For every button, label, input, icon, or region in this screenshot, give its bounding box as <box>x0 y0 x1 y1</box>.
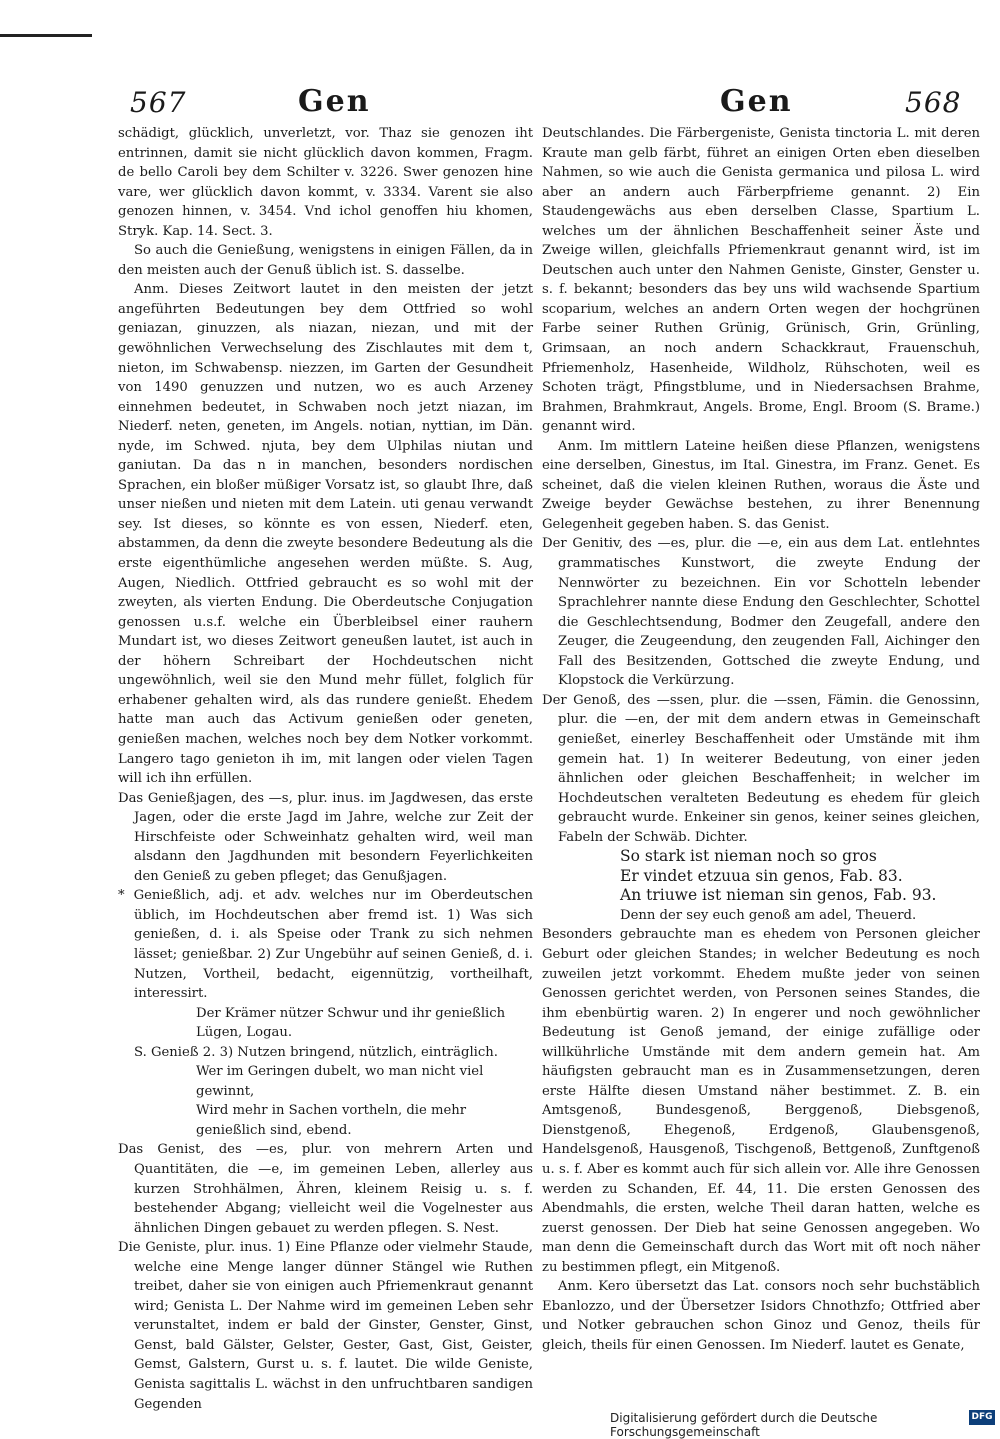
right-running-head: Gen <box>720 84 793 119</box>
entry-genist: Das Genist, des —es, plur. von mehrern Arten und Quantitäten, die —e, im gemeinen Leben, allerley aus kurzen Strohhälmen, Ähren, kleinem Reisig u. s. f. bestehender Abgang; vielleicht weil die Vogelnester aus ähnlichen Dingen gebauet zu werden pflegen. S. Nest. <box>118 1142 533 1236</box>
paragraph-genieiss-2: S. Genieß 2. 3) Nutzen bringend, nützlich, einträglich. <box>134 1044 498 1060</box>
quote-theuerd: Denn der sey euch genoß am adel, Theuerd. <box>620 907 917 923</box>
quote-vindet: Er vindet etzuua sin genos, Fab. 83. <box>620 866 903 885</box>
entry-genitiv: Der Genitiv, des —es, plur. die —e, ein aus dem Lat. entlehntes grammatisches Kunstwort, die zweyte Endung der Nennwörter zu bezeichnen. Ein vor Schotteln lebender Sprachlehrer nannte diese Endung den Geschlechter, Schottel die Geschlechtsendung, Bodmer den Zeugefall, andere den Zeuger, die Zeugeendung, den zeugenden Fall, Aichinger den Fall des Besitzenden, Gottsched die zweyte Endung, und Klopstock die Verkürzung. <box>542 536 980 689</box>
paragraph-continuation: schädigt, glücklich, unverletzt, vor. Thaz sie genozen iht entrinnen, damit sie nicht glücklich davon kommen, Fragm. de bello Caroli bey dem Schilter v. 3226. Swer genozen hine vare, wer glücklich davon kommt, v. 3334. Varent sie also genozen hinnen, v. 3454. Vnd ichol genoffen hiu khomen, Stryk. Kap. 14. Sect. 3. <box>118 126 533 239</box>
left-running-head: Gen <box>298 84 371 119</box>
entry-genoss: Der Genoß, des —ssen, plur. die —ssen, Fämin. die Genossinn, plur. die —en, der mit dem andern etwas in Gemeinschaft genießet, einerley Beschaffenheit oder Umstände mit ihm gemein hat. 1) In weiterer Bedeutung, von einer jeden ähnlichen oder gleichen Beschaffenheit; in welcher im Hochdeutschen veralteten Bedeutung es ehedem für gleich gebraucht wurde. Enkeiner sin genos, keiner seines gleichen, Fabeln der Schwäb. Dichter. <box>542 692 980 845</box>
paragraph-anm-pflanzen: Anm. Im mittlern Lateine heißen diese Pflanzen, wenigstens eine derselben, Ginestus, im Ital. Ginestra, im Franz. Genet. Es scheinet, daß die vielen kleinen Ruthen, woraus die Äste und Zweige beyder Gewächse bestehen, zu ihrer Benennung Gelegenheit gegeben haben. S. das Genist. <box>542 438 980 532</box>
quote-stark: So stark ist nieman noch so gros <box>620 847 877 866</box>
right-page-number: 568 <box>905 86 962 119</box>
left-column <box>118 124 533 1414</box>
paragraph-faerbergeniste: Deutschlandes. Die Färbergeniste, Genista tinctoria L. mit deren Kraute man gelb färbt, führet an einigen Orten eben dieselben Nahmen, so wie auch die Genista germanica und pilosa L. wird aber an andern auch Färberpfrieme genannt. 2) Ein Staudengewächs aus eben derselben Classe, Spartium L. welches um der ähnlichen Beschaffenheit seiner Äste und Zweige willen, gleichfalls Pfriemenkraut genannt wird, ist im Deutschen auch unter den Nahmen Geniste, Ginster, Genster u. s. f. bekannt; besonders das bey uns wild wachsende Spartium scoparium, welches an andern Orten wegen der hochgrünen Farbe seiner Ruthen Grünig, Grünisch, Grin, Grünling, Grimsaan, an noch andern Schackkraut, Frauenschuh, Pfriemenholz, Hasenheide, Wildholz, Rühschoten, weil es Schoten trägt, Pfingstblume, und in Niedersachsen Brahme, Brahmen, Brahmkraut, Angels. Brome, Engl. Broom (S. Brame.) genannt wird. <box>542 126 980 435</box>
quote-geringen: Wer im Geringen dubelt, wo man nicht viel gewinnt, <box>196 1064 484 1099</box>
entry-geniste: Die Geniste, plur. inus. 1) Eine Pflanze oder vielmehr Staude, welche eine Menge langer dünner Stängel wie Ruthen treibet, daher sie von einigen auch Pfriemenkraut genannt wird; Genista L. Der Nahme wird im gemeinen Leben sehr verunstaltet, indem er bald der Ginster, Genster, Ginst, Genst, bald Gälster, Gelster, Gester, Gast, Gist, Geister, Gemst, Galstern, Gurst u. s. f. lautet. Die wilde Geniste, Genista sagittalis L. wächst in den unfruchtbaren sandigen Gegenden <box>118 1240 533 1412</box>
entry-geniesslich: * Genießlich, adj. et adv. welches nur im Oberdeutschen üblich, im Hochdeutschen aber fremd ist. 1) Was sich genießen, d. i. als Speise oder Trank zu sich nehmen lässet; genießbar. 2) Zur Ungebühr auf seinen Genieß, d. i. Nutzen, Vortheil, bedacht, eigennützig, vortheilhaft, interessirt. <box>118 888 533 1002</box>
paragraph-anm-zeitwort: Anm. Dieses Zeitwort lautet in den meisten der jetzt angeführten Bedeutungen bey dem Ottfried so wohl geniazan, ginuzzen, als niazan, niezan, und mit der gewöhnlichen Verwechselung des Zischlautes mit dem t, nieton, im Schwabensp. niezzen, im Garten der Gesundheit von 1490 genuzzen und nutzen, wo es auch Arzeney einnehmen bedeutet, in Schwaben noch jetzt niazan, im Niederf. neten, geneten, im Angels. notian, nyttian, im Dän. nyde, im Schwed. njuta, bey dem Ulphilas niutan und ganiutan. Da das n in manchen, besonders nordischen Sprachen, ein bloßer müßiger Vorsatz ist, so glaubt Ihre, daß unser nießen und nieten mit dem Latein. uti genau verwandt sey. Ist dieses, so könnte es von essen, Niederf. eten, abstammen, da denn die zweyte besondere Bedeutung als die erste eigenthümliche angesehen werden müßte. S. Aug, Augen, Niedlich. Ottfried gebraucht es so wohl mit der zweyten, als vierten Endung. Die Oberdeutsche Conjugation genossen u.s.f. welche ein Überbleibsel einer rauhern Mundart ist, wo dieses Zeitwort geneußen lautet, ist auch in der höhern Schreibart der Hochdeutschen nicht ungewöhnlich, weil sie den Mund mehr füllet, folglich für erhabener gehalten wird, als das rundere genießt. Ehedem hatte man auch das Activum genießen oder geneten, genießen machen, welches noch bey dem Notker vorkommt. Langero tago genieton ih im, mit langen oder vielen Tagen will ich ihn erfüllen. <box>118 282 533 787</box>
paragraph-anm-kero: Anm. Kero übersetzt das Lat. consors noch sehr buchstäblich Ebanlozzo, und der Übersetzer Isidors Chnothzfo; Ottfried aber und Notker gebrauchen schon Ginoz und Genoz, theils für gleich, theils für einen Genossen. Im Niederf. lautet es Genate, <box>542 1279 980 1353</box>
paragraph-geniessung: So auch die Genießung, wenigstens in einigen Fällen, da in den meisten auch der Genuß üblich ist. S. dasselbe. <box>118 243 533 278</box>
left-page-number: 567 <box>130 86 187 119</box>
quote-sachen: Wird mehr in Sachen vortheln, die mehr genießlich sind, ebend. <box>196 1103 467 1138</box>
right-column <box>542 124 980 1355</box>
paragraph-besonders: Besonders gebrauchte man es ehedem von Personen gleicher Geburt oder gleichen Standes; in welcher Bedeutung es noch zuweilen jetzt vorkommt. Ehedem mußte jeder von seinen Genossen gerichtet werden, von Personen seines Standes, die ihm ebenbürtig waren. 2) In engerer und noch gewöhnlicher Bedeutung ist Genoß jemand, der einige zufällige oder willkührliche Umstände mit dem andern gemein hat. Am häufigsten gebraucht man es in Zusammensetzungen, deren erste Hälfte diesen Umstand näher bestimmet. Z. B. ein Amtsgenoß, Bundesgenoß, Berggenoß, Diebsgenoß, Dienstgenoß, Ehegenoß, Erdgenoß, Glaubensgenoß, Handelsgenoß, Hausgenoß, Tischgenoß, Bettgenoß, Zunftgenoß u. s. f. Aber es kommt auch für sich allein vor. Alle ihre Genossen werden zu Schanden, Ef. 44, 11. Die ersten Genossen des Abendmahls, die ersten, welche Theil daran hatten, welche es zuerst genossen. Der Dieb hat seine Genossen angegeben. Wo man denn die Gemeinschaft durch das Wort mit oft noch näher zu bestimmen pflegt, ein Mitgenoß. <box>542 927 980 1275</box>
dfg-logo: DFG <box>969 1410 995 1425</box>
top-rule <box>0 34 92 37</box>
quote-triuwe: An triuwe ist nieman sin genos, Fab. 93. <box>620 886 937 905</box>
quote-logau: Der Krämer nützer Schwur und ihr genießlich Lügen, Logau. <box>196 1005 506 1041</box>
digitization-credit: Digitalisierung gefördert durch die Deutsche Forschungsgemeinschaft <box>610 1411 878 1439</box>
entry-geniessjagen: Das Genießjagen, des —s, plur. inus. im Jagdwesen, das erste Jagen, oder die erste Jagd im Jahre, welche zur Zeit der Hirschfeiste oder Schweinhatz gehalten wird, weil man alsdann den Jagdhunden mit besondern Feyerlichkeiten den Genieß zu geben pfleget; das Genußjagen. <box>118 790 533 884</box>
